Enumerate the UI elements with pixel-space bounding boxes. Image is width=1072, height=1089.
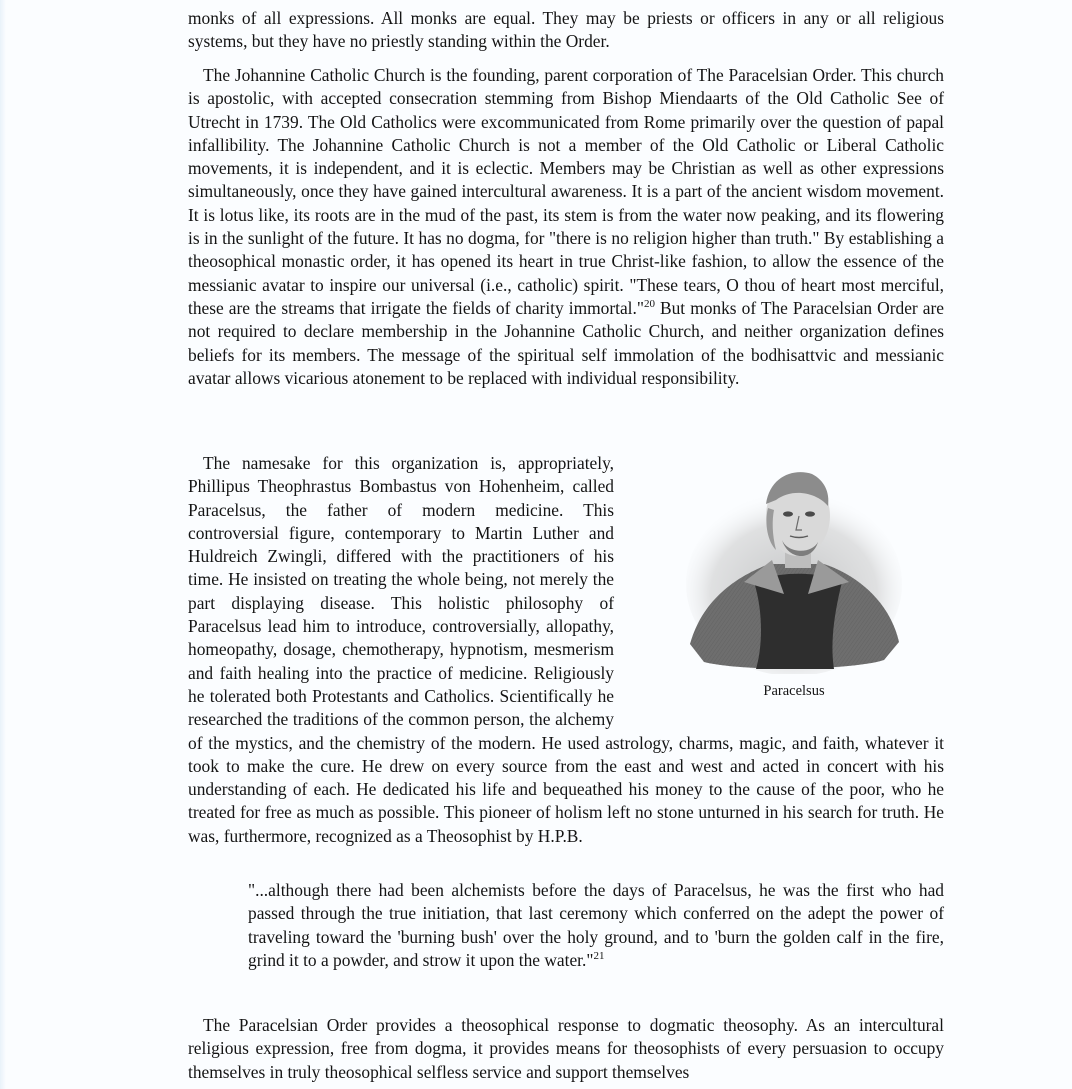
paracelsus-figure: [626, 464, 944, 722]
paragraph-monks: monks of all expressions. All monks are equal. They may be priests or officers in any or all religious systems, but they have no priestly standing within the Order.: [188, 8, 944, 52]
footnote-ref-20[interactable]: 20: [643, 298, 655, 311]
footnote-ref-21[interactable]: 21: [593, 950, 605, 963]
paragraph-johannine-church-text: The Johannine Catholic Church is the founding, parent corporation of The Paracelsian Order. This church is apostolic, with accepted consecration stemming from Bishop Miendaarts of the Old Catholic See of Utrecht in 1739. The Old Catholics were excommunicated from Rome primarily over the question of papal infallibility. The Johannine Catholic Church is not a member of the Old Catholic or Liberal Catholic movements, it is independent, and it is eclectic. Members may be Christian as well as other expressions simultaneously, once they have gained intercultural awareness. It is a part of the ancient wisdom movement. It is lotus like, its roots are in the mud of the past, its stem is from the water now peaking, and its flowering is in the sunlight of the future. It has no dogma, for "there is no religion higher than truth." By establishing a theosophical monastic order, it has opened its heart in true Christ-like fashion, to allow the essence of the messianic avatar to inspire our universal (i.e., catholic) spirit. "These tears, O thou of heart most merciful, these are the streams that irrigate the fields of charity immortal.": [188, 65, 944, 318]
figure-caption: Paracelsus: [763, 683, 825, 699]
paragraph-johannine-church-text-cont: But monks of The Paracelsian Order are not required to declare membership in the Johannine Catholic Church, and neither organization defines beliefs for its members. The message of the spiritual self immolation of the bodhisattvic and messianic avatar allows vicarious atonement to be replaced with individual responsibility.: [188, 297, 944, 388]
paragraph-johannine-church: [188, 64, 944, 390]
paragraph-namesake: [188, 452, 944, 848]
paracelsus-portrait-image: [684, 464, 904, 674]
blockquote-hpb: [248, 879, 944, 972]
paragraph-paracelsian-order: The Paracelsian Order provides a theosophical response to dogmatic theosophy. As an intercultural religious expression, free from dogma, it provides means for theosophists of every persuasion to occupy themselves in truly theosophical selfless service and support themselves: [188, 1015, 944, 1082]
blockquote-text: "...although there had been alchemists before the days of Paracelsus, he was the first who had passed through the true initiation, that last ceremony which conferred on the adept the power of traveling toward the 'burning bush' over the holy ground, and to 'burn the golden calf in the fire, grind it to a powder, and strow it upon the water.": [248, 880, 944, 970]
page-edge-shadow: [0, 0, 6, 1089]
paragraph-namesake-text: The namesake for this organization is, appropriately, Phillipus Theophrastus Bombastus von Hohenheim, called Paracelsus, the father of modern medicine. This controversial figure, contemporary to Martin Luther and Huldreich Zwingli, differed with the practitioners of his time. He insisted on treating the whole being, not merely the part displaying disease. This holistic philosophy of Paracelsus lead him to introduce, controversially, allopathy, homeopathy, dosage, chemotherapy, hypnotism, mesmerism and faith healing into the practice of medicine. Religiously he tolerated both Protestants and Catholics. Scientifically he researched the traditions of the common person, the alchemy of the mystics, and the chemistry of the modern. He used astrology, charms, magic, and faith, whatever it took to make the cure. He drew on every source from the east and west and acted in concert with his understanding of each. He dedicated his life and bequeathed his money to the cause of the poor, who he treated for free as much as possible. This pioneer of holism left no stone unturned in his search for truth. He was, furthermore, recognized as a Theosophist by H.P.B.: [188, 453, 944, 846]
